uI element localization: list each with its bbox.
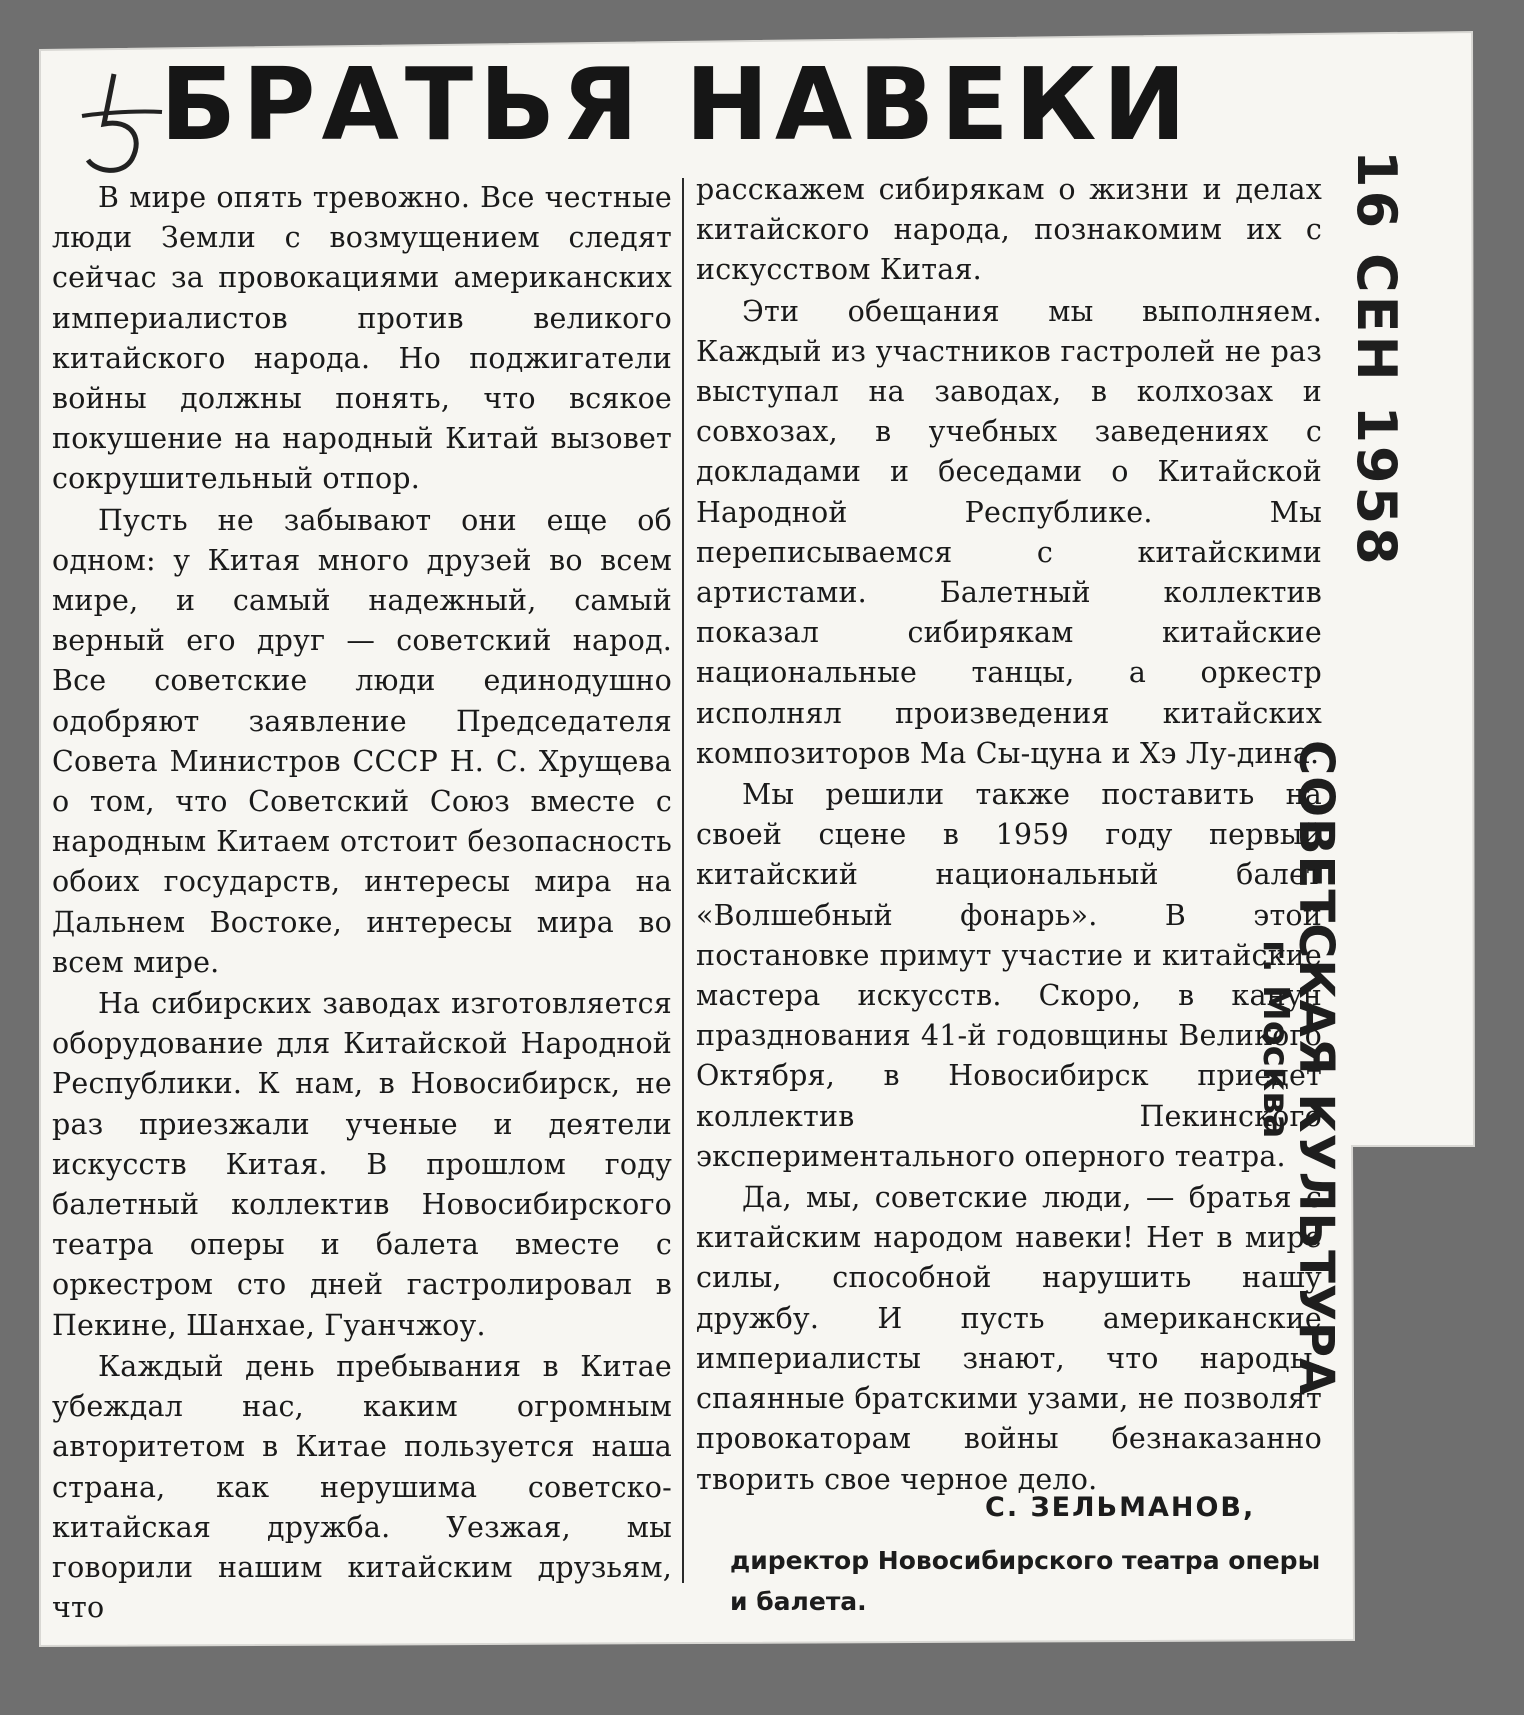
paragraph: На сибирских заводах изготовляется оборудование для Китайской Народной Республики. К нам, в Новосибирск, не раз приезжали ученые и деятели искусств Китая. В прошлом году балетный коллектив Новосибирского театра оперы и балета вместе с оркестром сто дней гастролировал в Пекине, Шанхае, Гуанчжоу. — [52, 987, 672, 1342]
paragraph: Каждый день пребывания в Китае убеждал нас, каким огромным авторитетом в Китае пользуется наша страна, как нерушима советско-китайская дружба. Уезжая, мы говорили нашим китайским друзьям, что — [52, 1349, 672, 1625]
handwritten-number-mark — [74, 64, 170, 184]
paragraph: Эти обещания мы выполняем. Каждый из участников гастролей не раз выступал на заводах, в колхозах и совхозах, в учебных заведениях с докладами и беседами о Китайской Народной Республике. Мы переписываемся с китайскими артистами. Балетный коллектив показал сибирякам китайские национальные танцы, а оркестр исполнял произведения китайских композиторов Ма Сы-цуна и Хэ Лу-дина. — [696, 294, 1322, 770]
stamp-newspaper: СОВЕТСКАЯ КУЛЬТУРА — [1288, 740, 1344, 1397]
left-column — [52, 178, 672, 1628]
paragraph: Пусть не забывают они еще об одном: у Китая много друзей во всем мире, и самый надежный, самый верный его друг — советский народ. Все советские люди единодушно одобряют заявление Председателя Совета Министров СССР Н. С. Хрущева о том, что Советский Союз вместе с народным Китаем отстоит безопасность обоих государств, интересы мира на Дальнем Востоке, интересы мира во всем мире. — [52, 503, 672, 979]
paragraph-continued: расскажем сибирякам о жизни и делах китайского народа, познакомим их с искусством Китая. — [696, 173, 1322, 287]
paragraph: Мы решили также поставить на своей сцене в 1959 году первый китайский национальный балет «Волшебный фонарь». В этой постановке примут участие и китайские мастера искусств. Скоро, в канун празднования 41-й годовщины Великого Октября, в Новосибирск приедет коллектив Пекинского экспериментального оперного театра. — [696, 778, 1322, 1173]
stamp-date: 16 СЕН 1958 — [1345, 150, 1408, 568]
right-column — [696, 170, 1322, 1500]
archive-stamp — [1255, 150, 1436, 1397]
stamp-city: г. Москва — [1255, 940, 1296, 1139]
article-headline: БРАТЬЯ НАВЕКИ — [160, 46, 1193, 163]
author-name: С. ЗЕЛЬМАНОВ, — [985, 1492, 1256, 1523]
paragraph: В мире опять тревожно. Все честные люди Земли с возмущением следят сейчас за провокациями американских империалистов против великого китайского народа. Но поджигатели войны должны понять, что всякое покушение на народный Китай вызовет сокрушительный отпор. — [52, 181, 672, 496]
author-role: директор Новосибирского театра оперы и балета. — [730, 1546, 1321, 1616]
paragraph: Да, мы, советские люди, — братья с китайским народом навеки! Нет в мире силы, способной нарушить нашу дружбу. И пусть американские империалисты знают, что народы, спаянные братскими узами, не позволят провокаторам войны безнаказанно творить свое черное дело. — [696, 1181, 1322, 1496]
column-divider — [682, 178, 684, 1583]
